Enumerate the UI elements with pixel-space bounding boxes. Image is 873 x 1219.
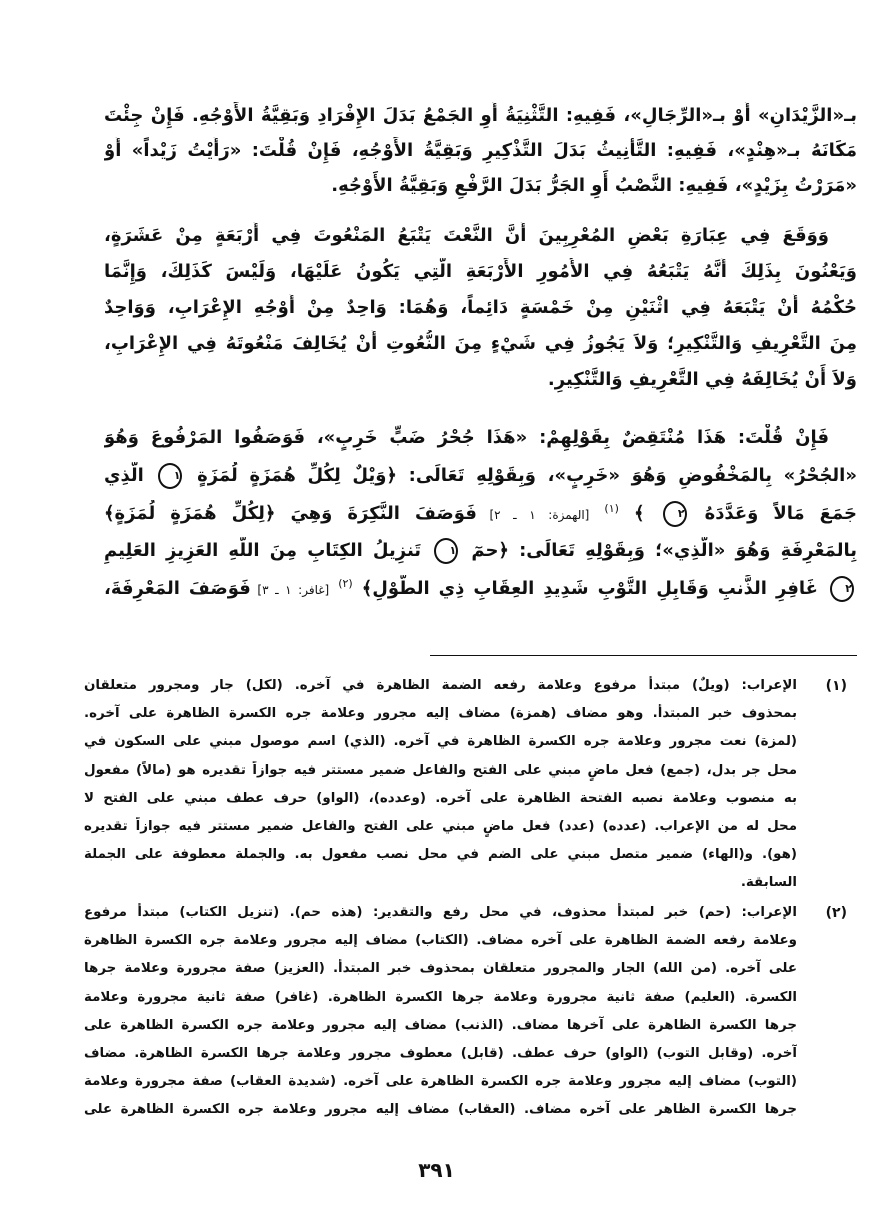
text-segment: فَإِنْ قُلْتَ: هَذَا مُنْتَقِضٌ بِقَوْلِهِمْ: «هَذَا جُحْرُ ضَبٍّ خَرِبٍ»، فَوَصَفُوا المَرْفُوعَ وَهُوَ: [104, 427, 829, 448]
body-line: بـ«الزَّيْدَانِ» أَوْ بـ«الرِّجَالِ»، فَفِيهِ: التَّثْنِيَةُ أَوِ الجَمْعُ بَدَلَ الإِفْرَادِ وَبَقِيَّةُ الأَوْجُهِ. فَإِنْ جِئْتَ: [104, 105, 857, 126]
footnote-line: به منصوب وعلامة نصبه الفتحة الظاهرة على آخره. (وعدده)، (الواو) حرف عطف مبني على الفتح لا: [84, 790, 797, 806]
footnote-separator: [430, 655, 857, 656]
text-segment: ﴾: [633, 503, 645, 524]
footnote-line: جرها الكسرة الظاهرة على آخرها مضاف. (الذنب) مضاف إليه مجرور وعلامة جره الكسرة الظاهرة على: [84, 1017, 797, 1033]
text-segment: جَمَعَ مَالاً وَعَدَّدَهُ: [704, 503, 857, 524]
footnote-line: السابقة.: [740, 875, 797, 891]
footnote-line: (لمزة) نعت مجرور وعلامة جره الكسرة الظاهرة في آخره. (الذي) اسم موصول مبني على السكون في: [84, 734, 797, 750]
footnote-line: الإعراب: (ويلٌ) مبتدأ مرفوع وعلامة رفعه الضمة الظاهرة في آخره. (لكل) جار ومجرور متعلقان: [84, 678, 797, 693]
page-number: ٣٩١: [418, 1158, 455, 1182]
body-line: [104, 500, 857, 527]
footnote-reference: (٢): [338, 577, 353, 590]
footnote-line: وعلامة رفعه الضمة الظاهرة على آخره مضاف. (الكتاب) مضاف إليه مجرور وعلامة جره الكسرة الظاهرة: [84, 933, 797, 949]
ayah-marker: ٢: [830, 576, 854, 602]
body-line: [104, 575, 857, 602]
body-line: [104, 537, 857, 564]
body-line: وَلاَ أَنْ يُخَالِفَهُ فِي التَّعْرِيفِ وَالتَّنْكِيرِ.: [547, 369, 857, 390]
ayah-marker: ١: [158, 463, 182, 489]
ayah-marker: ١: [434, 538, 458, 564]
text-segment: فَوَصَفَ المَعْرِفَةَ،: [104, 578, 251, 599]
text-segment: غَافِرِ الذَّنبِ وَقَابِلِ التَّوْبِ شَدِيدِ العِقَابِ ذِي الطَّوْلِ﴾: [361, 578, 818, 599]
verse-citation: [الهمزة: ١ ـ ٢]: [476, 508, 590, 522]
verse-citation: [غافر: ١ ـ ٣]: [250, 583, 330, 597]
footnote-number: (١): [825, 678, 847, 694]
footnote-line: محل جر بدل، (جمع) فعل ماضٍ مبني على الفتح والفاعل ضمير مستتر فيه جوازاً تقديره هو (مالاً) مفعول: [84, 762, 797, 778]
footnote-line: جرها الكسرة الظاهر على آخره مضاف. (العقاب) مضاف إليه مجرور وعلامة جره الكسرة الظاهرة على: [84, 1102, 797, 1118]
body-line: حُكْمُهُ أَنْ يَتْبَعَهُ فِي اثْنَيْنِ مِنْ خَمْسَةٍ دَائِماً، وَهُمَا: وَاحِدٌ مِنْ أَوْجُهِ الإِعْرَابِ، وَوَاحِدٌ: [104, 297, 857, 318]
footnote-line: محل له من الإعراب. (عدده) (عدد) فعل ماضٍ مبني على الفتح والفاعل ضمير مستتر فيه جوازاً تقديره: [84, 819, 797, 834]
body-line: [104, 462, 857, 489]
footnote-line: (التوب) مضاف إليه مجرور وعلامة جره الكسرة الظاهرة على آخره. (شديدة العقاب) صفة مجرورة وعلامة: [84, 1074, 797, 1090]
footnote-line: (هو). و(الهاء) ضمير متصل مبني على الضم في محل نصب مفعول به. والجملة معطوفة على الجملة: [84, 847, 797, 863]
footnote-line: الكسرة. (العليم) صفة ثانية مجرورة وعلامة جرها الكسرة الظاهرة. (غافر) صفة ثانية مجرورة وعلامة: [84, 989, 797, 1005]
body-line: [104, 424, 857, 451]
body-line: «مَرَرْتُ بِزَيْدٍ»، فَفِيهِ: النَّصْبُ أَوِ الجَرُّ بَدَلَ الرَّفْعِ وَبَقِيَّةُ الأَوْجُهِ.: [331, 175, 857, 196]
footnote-line: الإعراب: (حم) خبر لمبتدأ محذوف، في محل رفع والتقدير: (هذه حم). (تنزيل الكتاب) مبتدأ مرفوع: [84, 905, 797, 920]
ayah-marker: ٢: [663, 501, 687, 527]
text-segment: «الجُحْرُ» بِالمَخْفُوضِ وَهُوَ «خَرِبٍ»، وَبِقَوْلِهِ تَعَالَى: ﴿وَيْلٌ لِكُلِّ هُمَزَةٍ لُمَزَةٍ: [197, 465, 857, 486]
footnote-reference: (١): [604, 502, 619, 515]
body-line: مَكَانَهُ بـ«هِنْدٍ»، فَفِيهِ: التَّأْنِيثُ بَدَلَ التَّذْكِيرِ وَبَقِيَّةُ الأَوْجُهِ، فَإِنْ قُلْتَ: «رَأَيْتُ زَيْداً» أَوْ: [104, 140, 857, 161]
body-line: وَيَعْنُونَ بِذَلِكَ أَنَّهُ يَتْبَعُهُ فِي الأُمُورِ الأَرْبَعَةِ الَّتِي يَكُونُ عَلَيْهَا، وَلَيْسَ كَذَلِكَ، وَإِنَّمَا: [104, 261, 857, 282]
footnote-line: آخره. (وقابل التوب) (الواو) حرف عطف. (قابل) معطوف مجرور وعلامة جرها الكسرة الظاهرة. مضاف: [84, 1046, 797, 1061]
footnote-number: (٢): [825, 905, 847, 921]
text-segment: الَّذِي: [104, 465, 144, 486]
text-segment: بِالمَعْرِفَةِ وَهُوَ «الَّذِي»؛ وَبِقَوْلِهِ تَعَالَى: ﴿حمٓ: [471, 540, 857, 561]
footnote-line: بمحذوف خبر المبتدأ. وهو مضاف (همزة) مضاف إليه مجرور وعلامة جره الكسرة الظاهرة على آخره.: [84, 706, 797, 722]
body-line: مِنَ التَّعْرِيفِ وَالتَّنْكِيرِ؛ وَلاَ يَجُوزُ فِي شَيْءٍ مِنَ النُّعُوتِ أَنْ يُخَالِفَ مَنْعُوتَهُ فِي الإِعْرَابِ،: [104, 333, 857, 354]
body-line: وَوَقَعَ فِي عِبَارَةِ بَعْضِ المُعْرِبِينَ أَنَّ النَّعْتَ يَتْبَعُ المَنْعُوتَ فِي أَرْبَعَةٍ مِنْ عَشَرَةٍ،: [104, 225, 829, 246]
text-segment: تَنزِيلُ الكِتَابِ مِنَ اللَّهِ العَزِيزِ العَلِيمِ: [104, 540, 422, 561]
footnote-line: على آخره. (من الله) الجار والمجرور متعلقان بمحذوف خبر المبتدأ. (العزيز) صفة مجرورة وعلامة جرها: [84, 961, 797, 977]
text-segment: فَوَصَفَ النَّكِرَةَ وَهِيَ ﴿لِكُلِّ هُمَزَةٍ لُمَزَةٍ﴾: [104, 503, 477, 524]
